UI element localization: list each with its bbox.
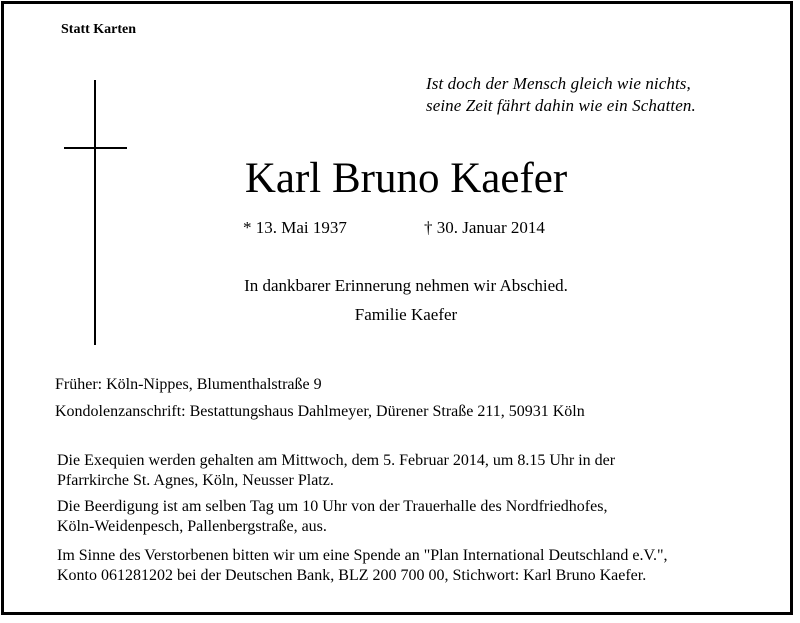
exequies-line-1: Die Exequien werden gehalten am Mittwoch, dem 5. Februar 2014, um 8.15 Uhr in der xyxy=(57,452,616,469)
donation-line-2: Konto 061281202 bei der Deutschen Bank, BLZ 200 700 00, Stichwort: Karl Bruno Kaefer. xyxy=(57,567,647,584)
quote-line-1: Ist doch der Mensch gleich wie nichts, xyxy=(426,74,691,93)
burial-line-1: Die Beerdigung ist am selben Tag um 10 Uhr von der Trauerhalle des Nordfriedhofes, xyxy=(57,498,608,515)
farewell-message: In dankbarer Erinnerung nehmen wir Abschied. xyxy=(244,276,568,295)
deceased-name: Karl Bruno Kaefer xyxy=(244,155,568,202)
family-signature: Familie Kaefer xyxy=(354,305,458,324)
quote-line-2: seine Zeit fährt dahin wie ein Schatten. xyxy=(426,96,696,115)
condolence-address: Kondolenzanschrift: Bestattungshaus Dahlmeyer, Dürener Straße 211, 50931 Köln xyxy=(55,403,585,420)
birth-date: * 13. Mai 1937 xyxy=(243,218,347,237)
exequies-paragraph xyxy=(57,451,615,491)
former-address: Früher: Köln-Nippes, Blumenthalstraße 9 xyxy=(55,376,322,393)
header-label: Statt Karten xyxy=(61,22,137,37)
burial-line-2: Köln-Weidenpesch, Pallenbergstraße, aus. xyxy=(57,518,327,535)
donation-paragraph xyxy=(57,546,668,586)
exequies-line-2: Pfarrkirche St. Agnes, Köln, Neusser Platz. xyxy=(57,472,334,489)
death-date: † 30. Januar 2014 xyxy=(424,218,545,237)
donation-line-1: Im Sinne des Verstorbenen bitten wir um eine Spende an "Plan International Deutschland e.V.", xyxy=(57,547,668,564)
burial-paragraph xyxy=(57,497,607,537)
cross-horizontal-bar xyxy=(64,147,127,149)
